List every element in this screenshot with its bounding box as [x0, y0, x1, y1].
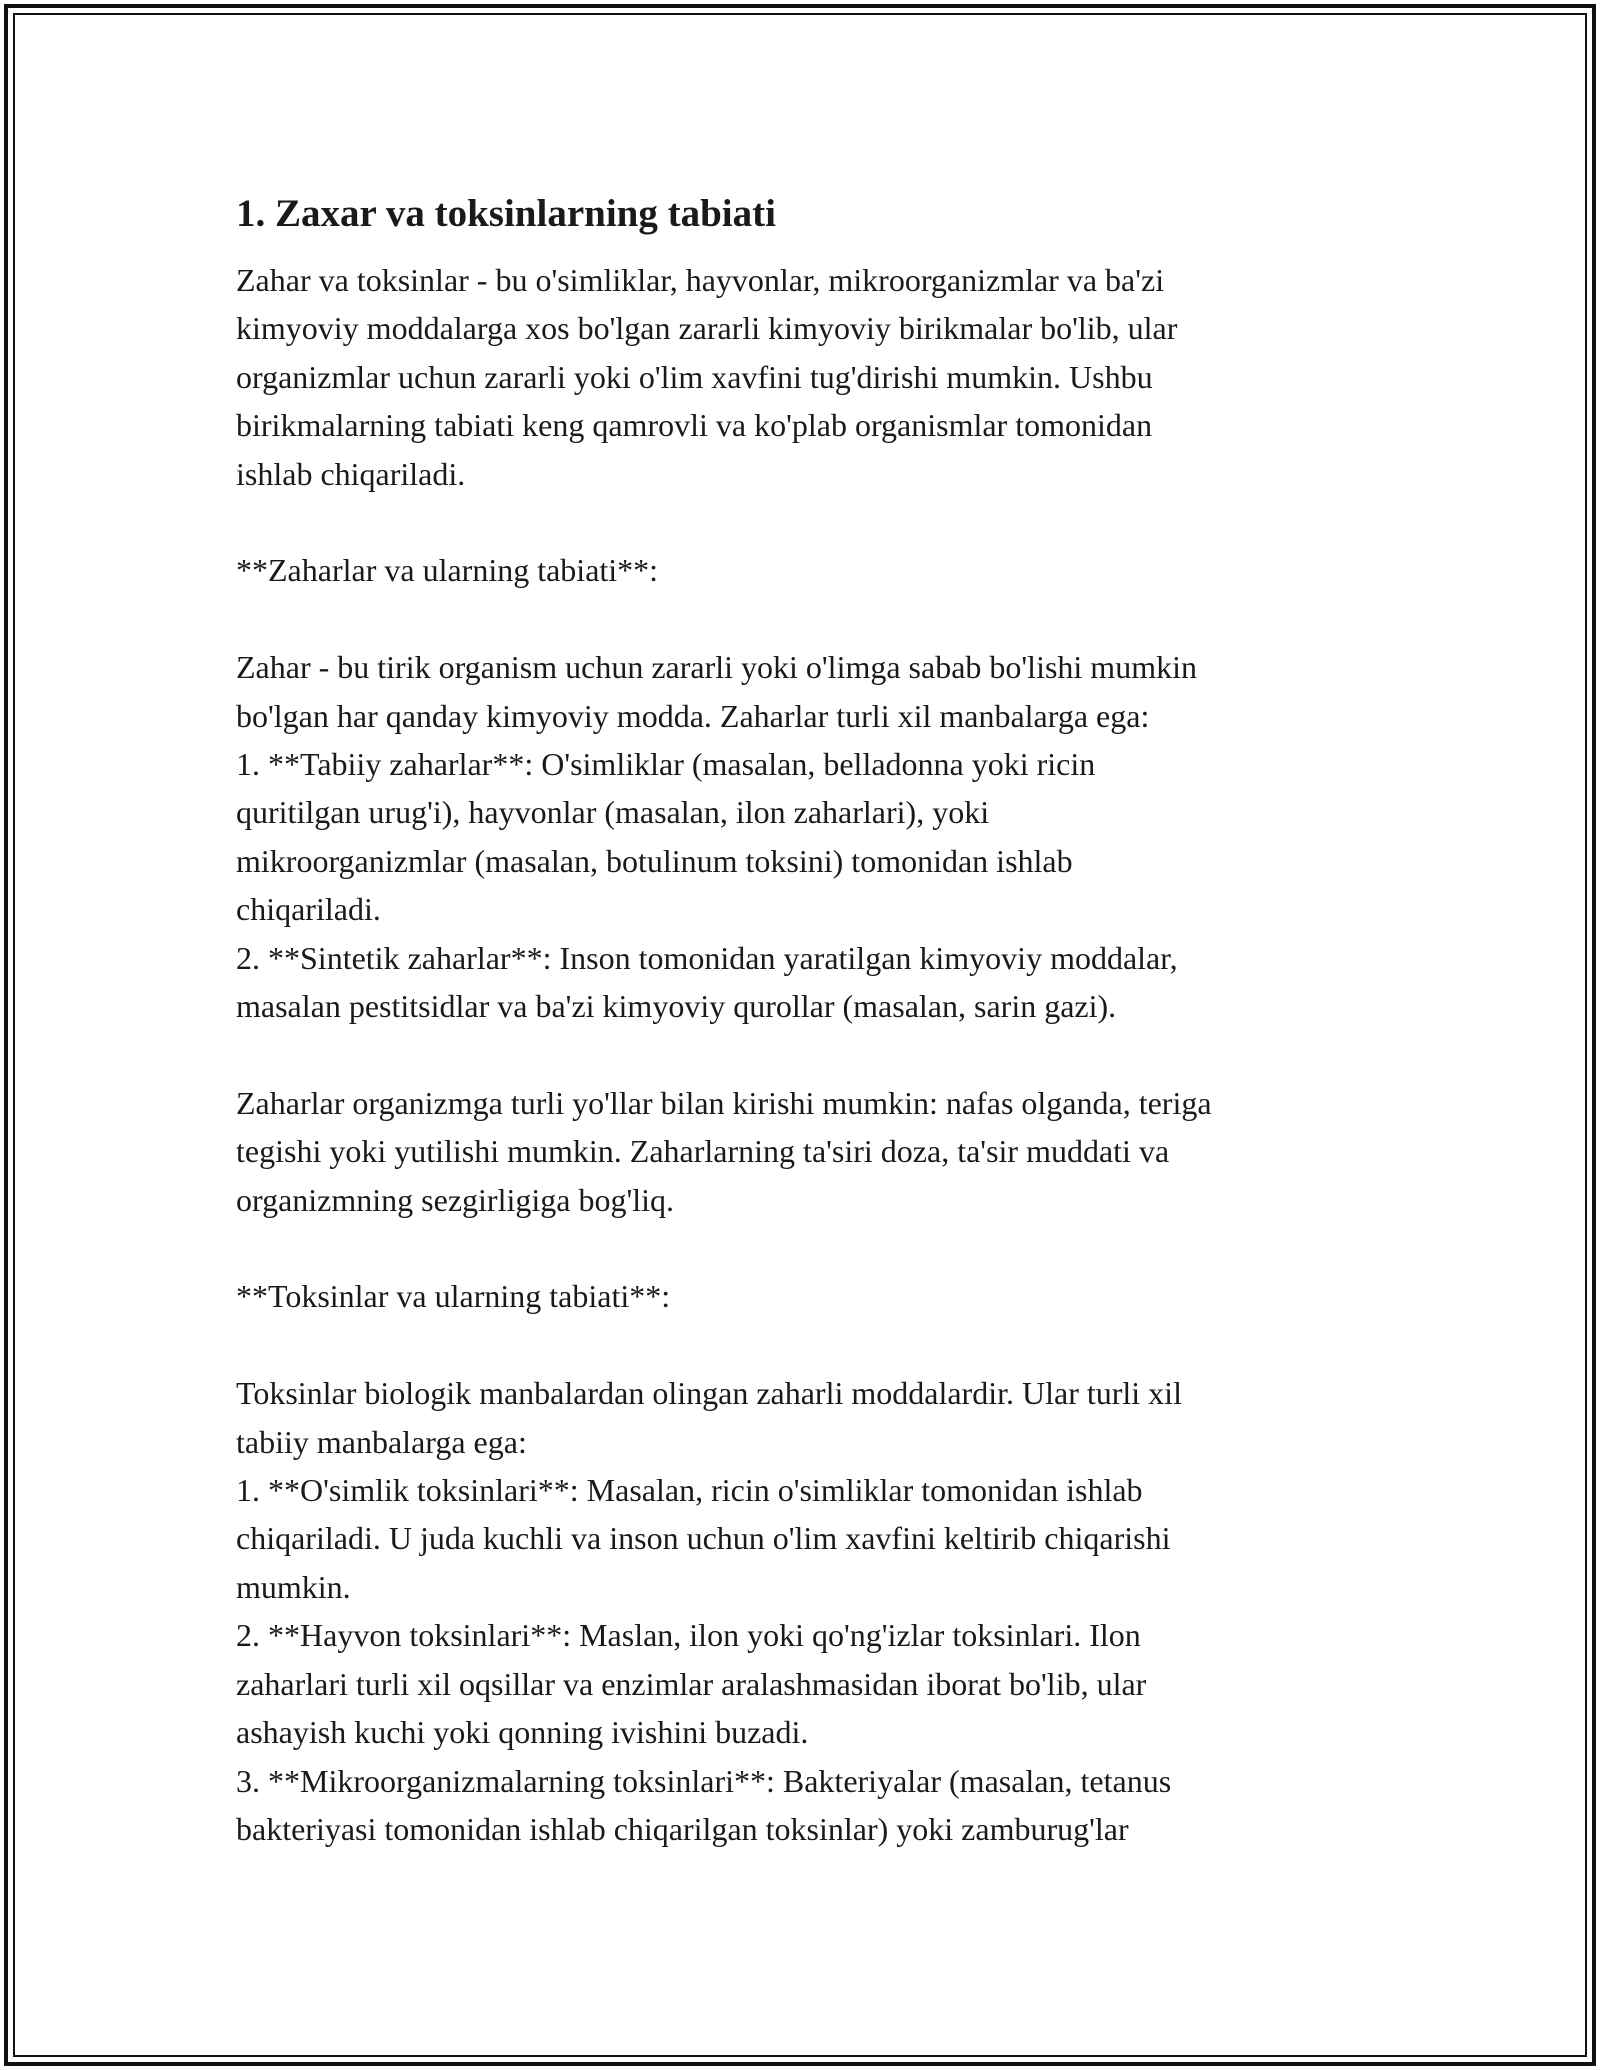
text-line: tegishi yoki yutilishi mumkin. Zaharlarning ta'siri doza, ta'sir muddati va	[236, 1133, 1170, 1170]
text-line: Zaharlar organizmga turli yo'llar bilan kirishi mumkin: nafas olganda, teriga	[236, 1084, 1212, 1121]
text-line: masalan pestitsidlar va ba'zi kimyoviy qurollar (masalan, sarin gazi).	[236, 988, 1117, 1025]
paragraph-gap	[236, 1321, 1396, 1369]
text-line: organizmlar uchun zararli yoki o'lim xavfini tug'dirishi mumkin. Ushbu	[236, 358, 1153, 395]
text-line: 2. **Hayvon toksinlari**: Maslan, ilon yoki qo'ng'izlar toksinlari. Ilon	[236, 1617, 1141, 1654]
text-line: Toksinlar biologik manbalardan olingan zaharli moddalardir. Ular turli xil	[236, 1375, 1182, 1412]
text-line: chiqariladi.	[236, 891, 381, 928]
text-line: chiqariladi. U juda kuchli va inson uchun o'lim xavfini keltirib chiqarishi	[236, 1520, 1171, 1557]
document-body	[236, 186, 1396, 1853]
text-line: birikmalarning tabiati keng qamrovli va ko'plab organismlar tomonidan	[236, 407, 1153, 444]
paragraph-gap	[236, 498, 1396, 546]
text-line: 1. **Tabiiy zaharlar**: O'simliklar (masalan, belladonna yoki ricin	[236, 746, 1096, 783]
text-line: quritilgan urug'i), hayvonlar (masalan, ilon zaharlari), yoki	[236, 794, 990, 831]
text-line: 2. **Sintetik zaharlar**: Inson tomonidan yaratilgan kimyoviy moddalar,	[236, 939, 1178, 976]
document-title: 1. Zaxar va toksinlarning tabiati	[236, 192, 776, 235]
text-line: tabiiy manbalarga ega:	[236, 1423, 527, 1460]
paragraph-gap	[236, 1224, 1396, 1272]
text-line: **Toksinlar va ularning tabiati**:	[236, 1278, 671, 1315]
text-line: ishlab chiqariladi.	[236, 455, 466, 492]
text-line: 1. **O'simlik toksinlari**: Masalan, ricin o'simliklar tomonidan ishlab	[236, 1472, 1143, 1509]
text-line: mikroorganizmlar (masalan, botulinum toksini) tomonidan ishlab	[236, 842, 1073, 879]
text-line: Zahar va toksinlar - bu o'simliklar, hayvonlar, mikroorganizmlar va ba'zi	[236, 262, 1165, 298]
text-line: 3. **Mikroorganizmalarning toksinlari**: Bakteriyalar (masalan, tetanus	[236, 1762, 1172, 1799]
text-line: bakteriyasi tomonidan ishlab chiqarilgan toksinlar) yoki zamburug'lar	[236, 1810, 1129, 1847]
text-line: **Zaharlar va ularning tabiati**:	[236, 552, 659, 589]
paragraph-zahar-exposure	[236, 1079, 1396, 1224]
text-line: zaharlari turli xil oqsillar va enzimlar aralashmasidan iborat bo'lib, ular	[236, 1665, 1147, 1702]
section-heading-toksinlar	[236, 1272, 1396, 1320]
text-line: ashayish kuchi yoki qonning ivishini buzadi.	[236, 1714, 809, 1751]
text-line: mumkin.	[236, 1568, 351, 1605]
text-line: bo'lgan har qanday kimyoviy modda. Zaharlar turli xil manbalarga ega:	[236, 697, 1150, 734]
paragraph-zahar-definition	[236, 643, 1396, 1030]
text-line: Zahar - bu tirik organism uchun zararli yoki o'limga sabab bo'lishi mumkin	[236, 649, 1197, 686]
text-line: kimyoviy moddalarga xos bo'lgan zararli kimyoviy birikmalar bo'lib, ular	[236, 310, 1178, 347]
section-heading-zaharlar	[236, 546, 1396, 594]
paragraph-toksin-definition	[236, 1369, 1396, 1853]
paragraph-gap	[236, 1030, 1396, 1078]
text-line: organizmning sezgirligiga bog'liq.	[236, 1181, 674, 1218]
paragraph-gap	[236, 595, 1396, 643]
paragraph-intro	[236, 256, 1396, 498]
